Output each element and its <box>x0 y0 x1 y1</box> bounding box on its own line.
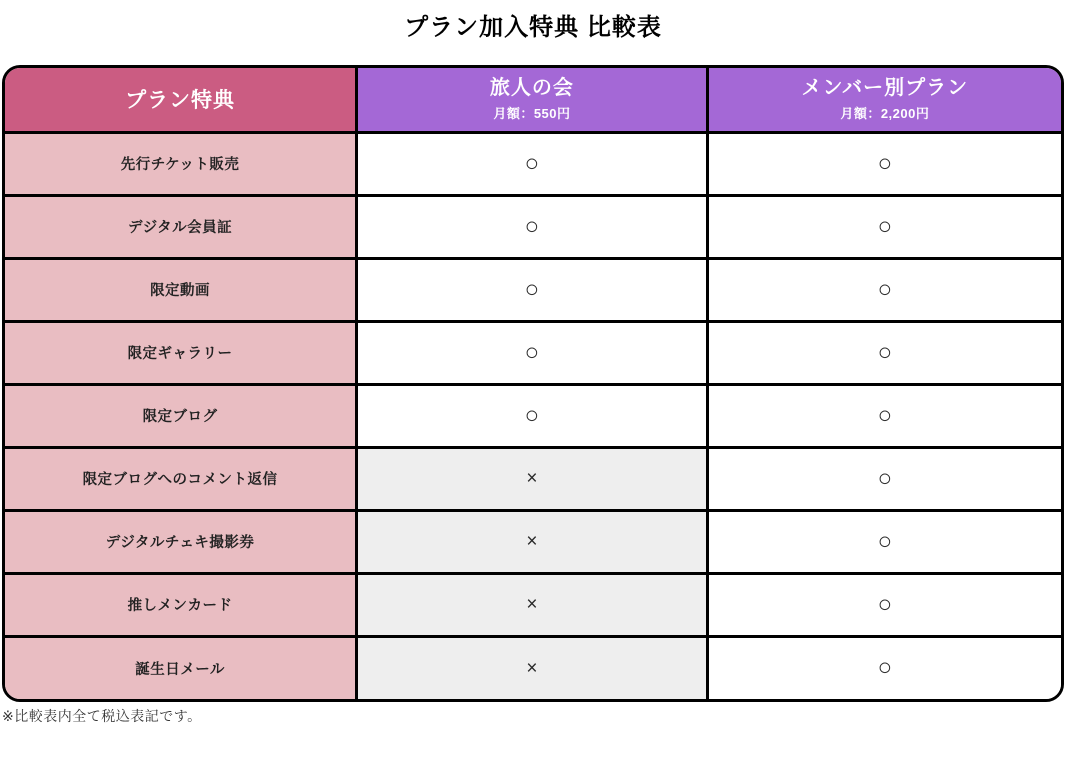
availability-mark: ○ <box>707 321 1061 384</box>
page-title: プラン加入特典 比較表 <box>404 14 662 41</box>
table-row <box>5 636 1061 699</box>
availability-mark: × <box>357 573 708 636</box>
benefit-label: 限定ギャラリー <box>5 321 357 384</box>
plan-header-member <box>707 68 1061 132</box>
table-row <box>5 447 1061 510</box>
plan-name: 旅人の会 <box>489 76 574 99</box>
availability-mark: ○ <box>707 510 1061 573</box>
benefit-label: 推しメンカード <box>5 573 357 636</box>
plan-price: 月額：2,200円 <box>840 105 930 121</box>
table-row <box>5 195 1061 258</box>
availability-mark: ○ <box>357 258 708 321</box>
plan-name: メンバー別プラン <box>801 76 969 99</box>
table-row <box>5 384 1061 447</box>
feature-column-header: プラン特典 <box>5 68 357 132</box>
benefit-label: デジタル会員証 <box>5 195 357 258</box>
benefit-label: 限定動画 <box>5 258 357 321</box>
table-row <box>5 132 1061 195</box>
plan-price: 月額：550円 <box>493 105 571 121</box>
comparison-table-container <box>2 65 1064 702</box>
table-row <box>5 321 1061 384</box>
table-row <box>5 573 1061 636</box>
plan-header-tabibito <box>357 68 708 132</box>
footer-note: ※比較表内全て税込表記です。 <box>2 708 202 724</box>
benefit-label: 限定ブログへのコメント返信 <box>5 447 357 510</box>
availability-mark: ○ <box>357 132 708 195</box>
availability-mark: × <box>357 510 708 573</box>
availability-mark: ○ <box>707 636 1061 699</box>
benefit-label: 誕生日メール <box>5 636 357 699</box>
availability-mark: × <box>357 447 708 510</box>
table-row <box>5 258 1061 321</box>
benefit-label: 限定ブログ <box>5 384 357 447</box>
table-row <box>5 510 1061 573</box>
availability-mark: ○ <box>707 258 1061 321</box>
benefit-label: 先行チケット販売 <box>5 132 357 195</box>
availability-mark: ○ <box>707 384 1061 447</box>
availability-mark: ○ <box>707 195 1061 258</box>
header-row <box>5 68 1061 132</box>
availability-mark: ○ <box>357 384 708 447</box>
availability-mark: ○ <box>707 573 1061 636</box>
availability-mark: ○ <box>707 447 1061 510</box>
plan-comparison-table <box>5 68 1061 699</box>
availability-mark: ○ <box>707 132 1061 195</box>
availability-mark: × <box>357 636 708 699</box>
availability-mark: ○ <box>357 321 708 384</box>
availability-mark: ○ <box>357 195 708 258</box>
benefit-label: デジタルチェキ撮影券 <box>5 510 357 573</box>
